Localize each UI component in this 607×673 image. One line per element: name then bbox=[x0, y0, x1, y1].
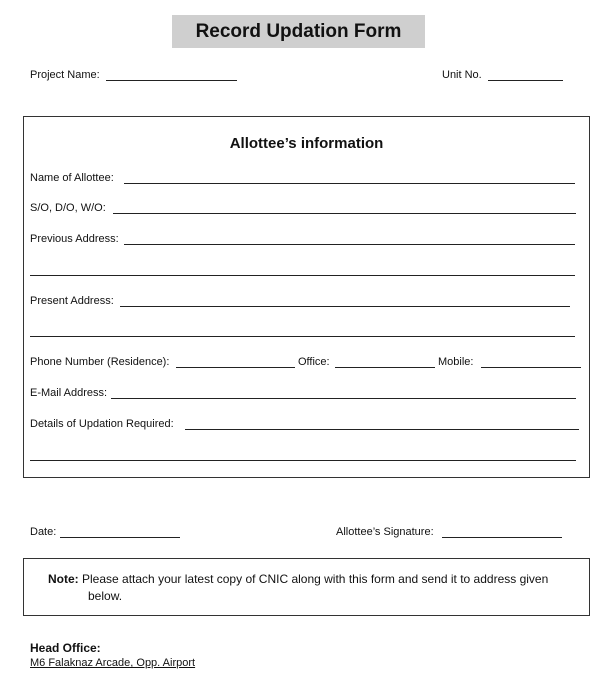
note-text-line2: below. bbox=[88, 589, 123, 603]
relation-label: S/O, D/O, W/O: bbox=[30, 202, 106, 214]
office-label: Office: bbox=[298, 356, 330, 368]
phone-residence-label: Phone Number (Residence): bbox=[30, 356, 170, 368]
details-field-line2[interactable] bbox=[30, 460, 576, 461]
previous-address-field[interactable] bbox=[124, 244, 575, 245]
unit-no-field[interactable] bbox=[488, 80, 563, 81]
email-field[interactable] bbox=[111, 398, 576, 399]
phone-residence-field[interactable] bbox=[176, 367, 295, 368]
name-field[interactable] bbox=[124, 183, 575, 184]
details-field[interactable] bbox=[185, 429, 579, 430]
date-field[interactable] bbox=[60, 537, 180, 538]
head-office-address: M6 Falaknaz Arcade, Opp. Airport bbox=[30, 657, 196, 669]
project-name-field[interactable] bbox=[106, 80, 237, 81]
date-label: Date: bbox=[30, 526, 57, 538]
mobile-label: Mobile: bbox=[438, 356, 474, 368]
note-label: Note: bbox=[48, 572, 79, 586]
note bbox=[48, 571, 578, 588]
relation-field[interactable] bbox=[113, 213, 576, 214]
mobile-field[interactable] bbox=[481, 367, 581, 368]
head-office-label: Head Office: bbox=[30, 641, 101, 655]
previous-address-field-line2[interactable] bbox=[30, 275, 575, 276]
present-address-field-line2[interactable] bbox=[30, 336, 575, 337]
name-label: Name of Allottee: bbox=[30, 172, 114, 184]
email-label: E-Mail Address: bbox=[30, 387, 108, 399]
form-title: Record Updation Form bbox=[172, 15, 425, 48]
office-field[interactable] bbox=[335, 367, 435, 368]
signature-label: Allottee’s Signature: bbox=[336, 526, 434, 538]
present-address-label: Present Address: bbox=[30, 295, 114, 307]
present-address-field[interactable] bbox=[120, 306, 570, 307]
previous-address-label: Previous Address: bbox=[30, 233, 119, 245]
section-title: Allottee’s information bbox=[229, 135, 384, 152]
note-text: Please attach your latest copy of CNIC along with this form and send it to address given bbox=[82, 572, 549, 586]
unit-no-label: Unit No. bbox=[442, 69, 482, 81]
signature-field[interactable] bbox=[442, 537, 562, 538]
details-label: Details of Updation Required: bbox=[30, 418, 174, 430]
project-name-label: Project Name: bbox=[30, 69, 100, 81]
